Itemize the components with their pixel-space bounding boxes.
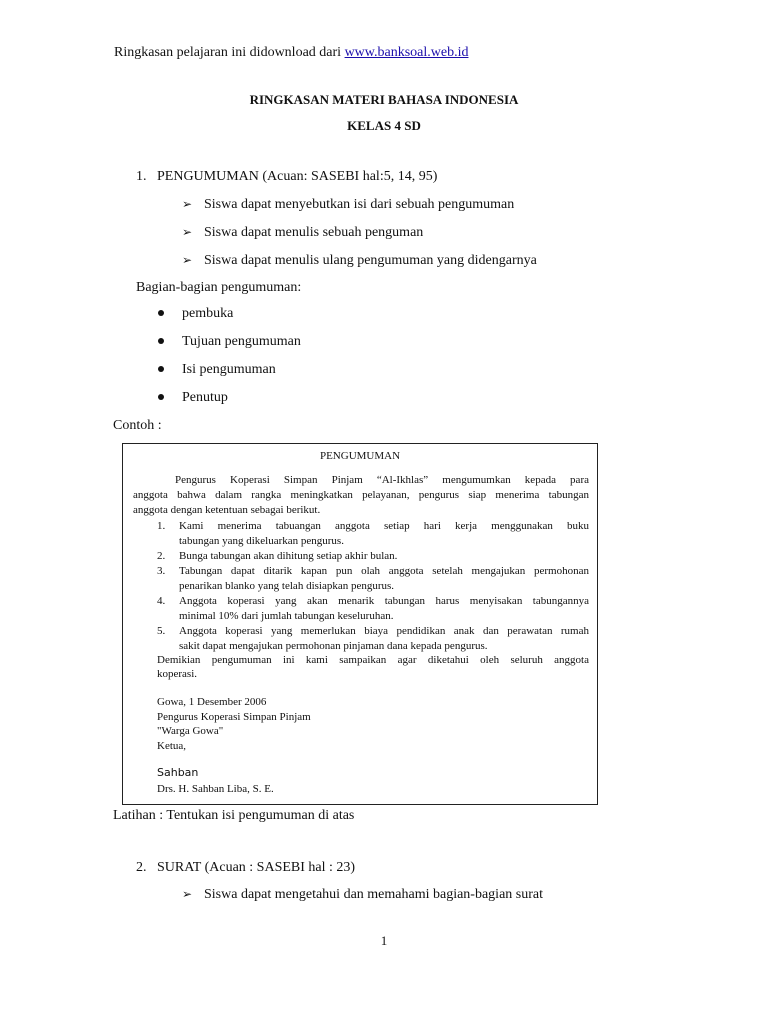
announcement-item-text: Bunga tabungan akan dihitung setiap akhir bulan. xyxy=(179,550,398,562)
download-note xyxy=(114,45,468,61)
announcement-title: PENGUMUMAN xyxy=(319,450,401,462)
announcement-intro-line: Pengurus Koperasi Simpan Pinjam “Al-Ikhlas” mengumumkan kepada para xyxy=(175,474,589,486)
section-2-title: SURAT (Acuan : SASEBI hal : 23) xyxy=(157,860,356,875)
parts-label: Bagian-bagian pengumuman: xyxy=(136,280,302,295)
section-1-title: PENGUMUMAN (Acuan: SASEBI hal:5, 14, 95) xyxy=(157,169,438,184)
announcement-item-number: 3. xyxy=(157,565,166,577)
announcement-box xyxy=(122,443,598,805)
objective-item xyxy=(182,887,543,903)
announcement-item-text: tabungan yang dikeluarkan pengurus. xyxy=(179,535,344,547)
announcement-item-text: Anggota koperasi yang akan menarik tabungan harus menyisakan tabungannya xyxy=(179,595,589,607)
objective-text: Siswa dapat mengetahui dan memahami bagian-bagian surat xyxy=(204,887,544,902)
announcement-closing: koperasi. xyxy=(157,668,198,680)
part-item xyxy=(158,362,276,378)
announcement-item-text: Tabungan dapat ditarik kapan pun olah anggota setelah mengajukan permohonan xyxy=(179,565,589,577)
arrow-bullet-icon: ➢ xyxy=(182,253,193,267)
exercise-text: Latihan : Tentukan isi pengumuman di atas xyxy=(113,808,355,823)
section-2-heading xyxy=(136,860,355,876)
objective-text: Siswa dapat menyebutkan isi dari sebuah pengumuman xyxy=(204,197,515,212)
announcement-item-number: 4. xyxy=(157,595,166,607)
announcement-org: Pengurus Koperasi Simpan Pinjam xyxy=(157,711,311,723)
announcement-closing: Demikian pengumuman ini kami sampaikan agar diketahui oleh seluruh anggota xyxy=(157,654,589,666)
objective-item xyxy=(182,225,423,241)
page-number: 1 xyxy=(380,933,388,948)
section-1-number: 1. xyxy=(136,169,147,184)
part-item xyxy=(158,334,301,350)
announcement-item-number: 1. xyxy=(157,520,166,532)
announcement-intro-line: anggota bahwa dalam rangka meningkatkan pelayanan, pengurus siap menerima tabungan xyxy=(133,489,589,501)
announcement-place-date: Gowa, 1 Desember 2006 xyxy=(157,696,267,708)
objective-text: Siswa dapat menulis sebuah penguman xyxy=(204,225,424,240)
announcement-intro-line: anggota dengan ketentuan sebagai berikut. xyxy=(133,504,321,516)
example-label: Contoh : xyxy=(113,418,162,433)
announcement-item-text: Kami menerima tabuangan anggota setiap hari kerja menggunakan buku xyxy=(179,520,589,532)
part-text: Tujuan pengumuman xyxy=(182,334,301,349)
document-subtitle: KELAS 4 SD xyxy=(347,118,421,133)
section-1-heading xyxy=(136,169,437,185)
dot-bullet-icon xyxy=(158,366,164,372)
objective-item xyxy=(182,253,537,269)
arrow-bullet-icon: ➢ xyxy=(182,887,193,901)
dot-bullet-icon xyxy=(158,310,164,316)
download-note-text: Ringkasan pelajaran ini didownload dari xyxy=(114,45,345,60)
announcement-item-text: sakit dapat mengajukan permohonan pinjaman dana kepada pengurus. xyxy=(179,640,488,652)
objective-text: Siswa dapat menulis ulang pengumuman yang didengarnya xyxy=(204,253,537,268)
announcement-org-name: "Warga Gowa" xyxy=(157,725,224,737)
part-item xyxy=(158,390,228,406)
part-text: Isi pengumuman xyxy=(182,362,276,377)
dot-bullet-icon xyxy=(158,338,164,344)
arrow-bullet-icon: ➢ xyxy=(182,225,193,239)
section-2-number: 2. xyxy=(136,860,147,875)
announcement-item-number: 2. xyxy=(157,550,166,562)
dot-bullet-icon xyxy=(158,394,164,400)
announcement-signer: Drs. H. Sahban Liba, S. E. xyxy=(157,783,274,795)
announcement-item-text: minimal 10% dari jumlah tabungan keseluruhan. xyxy=(179,610,394,622)
announcement-item-number: 5. xyxy=(157,625,166,637)
part-item xyxy=(158,306,233,322)
announcement-item-text: penarikan blanko yang telah disiapkan pengurus. xyxy=(179,580,395,592)
source-link[interactable]: www.banksoal.web.id xyxy=(344,45,469,60)
objective-item xyxy=(182,197,514,213)
announcement-signature: Sahban xyxy=(157,766,199,779)
part-text: pembuka xyxy=(182,306,234,321)
part-text: Penutup xyxy=(182,390,228,405)
document-title: RINGKASAN MATERI BAHASA INDONESIA xyxy=(249,92,519,107)
arrow-bullet-icon: ➢ xyxy=(182,197,193,211)
announcement-role: Ketua, xyxy=(157,740,187,752)
announcement-item-text: Anggota koperasi yang memerlukan biaya pendidikan anak dan perawatan rumah xyxy=(179,625,589,637)
